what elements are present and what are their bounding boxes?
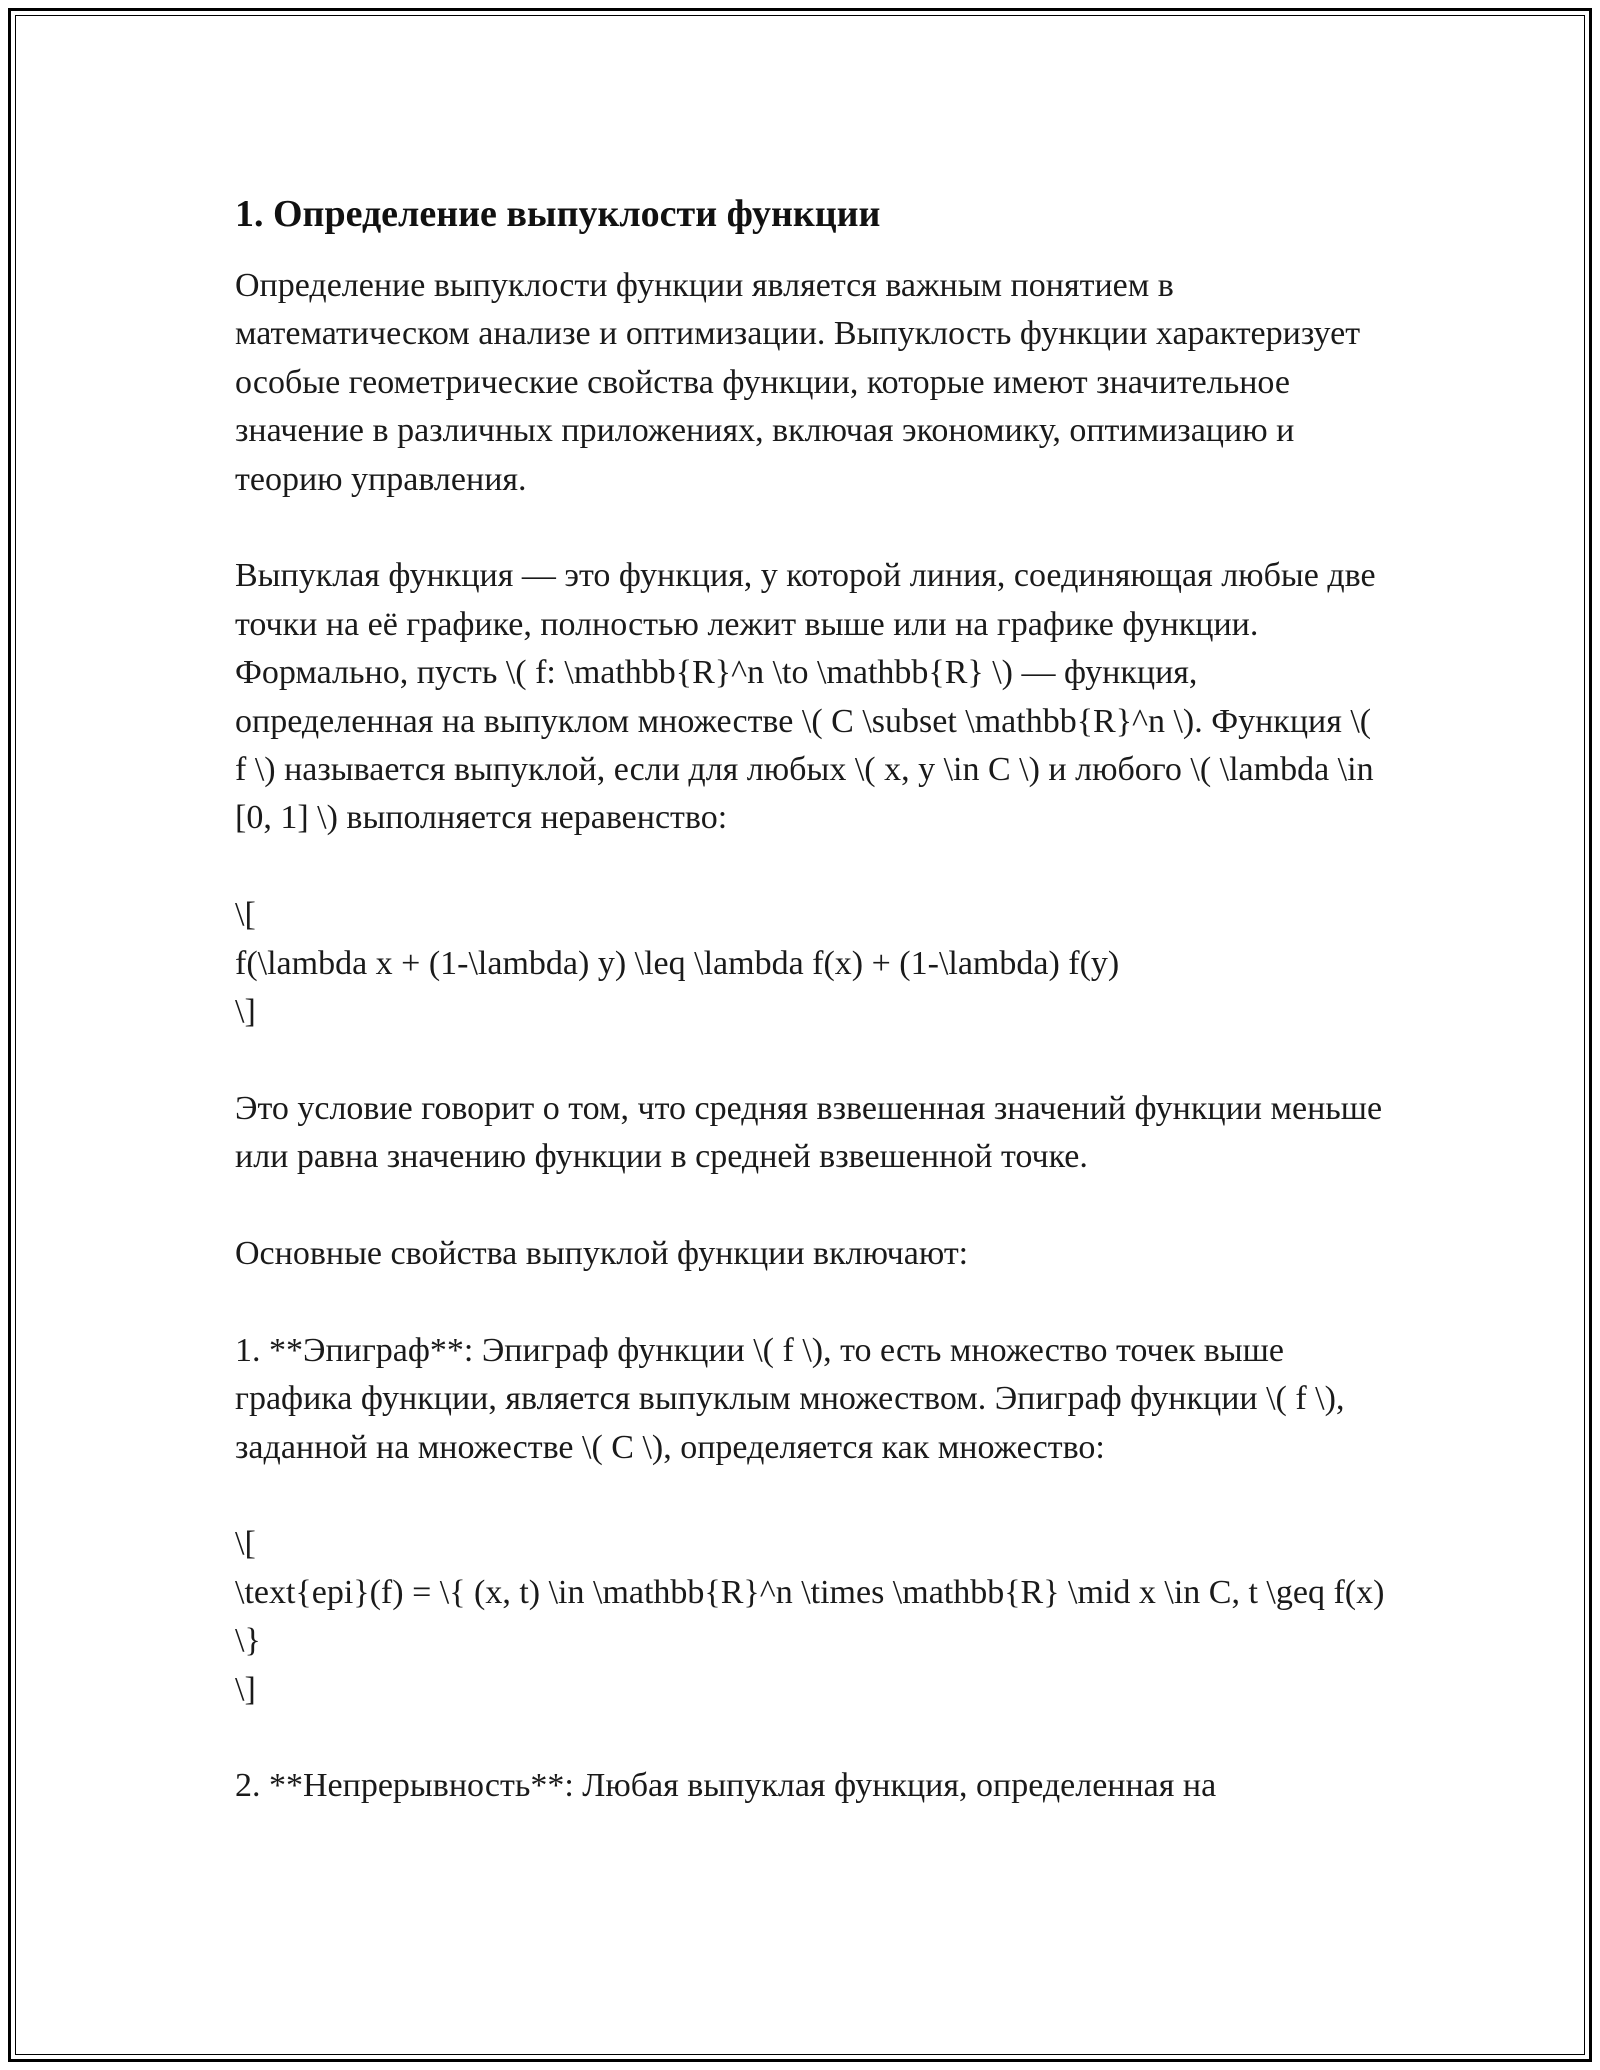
- formula-epigraph: [235, 1520, 1385, 1714]
- formula-convexity: [235, 891, 1385, 1036]
- paragraph-intro: Определение выпуклости функции является важным понятием в математическом анализе и оптимизации. Выпуклость функции характеризует особые геометрические свойства функции, которые имеют значительное значение в различных приложениях, включая экономику, оптимизацию и теорию управления.: [235, 267, 1361, 498]
- formula-close: \]: [235, 1670, 256, 1708]
- list-item-continuity: 2. **Непрерывность**: Любая выпуклая функция, определенная на: [235, 1767, 1217, 1805]
- formula-open: \[: [235, 896, 256, 934]
- document-content: [235, 186, 1385, 1859]
- paragraph-interpretation: Это условие говорит о том, что средняя взвешенная значений функции меньше или равна значению функции в средней взвешенной точке.: [235, 1089, 1383, 1176]
- formula-close: \]: [235, 993, 256, 1031]
- paragraph-properties-intro: Основные свойства выпуклой функции включают:: [235, 1235, 969, 1273]
- paragraph-definition: Выпуклая функция — это функция, у которой линия, соединяющая любые две точки на её графике, полностью лежит выше или на графике функции. Формально, пусть \( f: \mathbb{R}^n \to \mathbb{R} \) — функция, определенная на выпуклом множестве \( C \subset \mathbb{R}^n \). Функция \( f \) называется выпуклой, если для любых \( x, y \in C \) и любого \( \lambda \in [0, 1] \) выполняется неравенство:: [235, 557, 1376, 837]
- formula-open: \[: [235, 1525, 256, 1563]
- section-title: 1. Определение выпуклости функции: [235, 193, 881, 235]
- list-item-epigraph: 1. **Эпиграф**: Эпиграф функции \( f \), то есть множество точек выше графика функции, является выпуклым множеством. Эпиграф функции \( f \), заданной на множестве \( C \), определяется как множество:: [235, 1331, 1345, 1466]
- formula-body: \text{epi}(f) = \{ (x, t) \in \mathbb{R}^n \times \mathbb{R} \mid x \in C, t \geq f(x) \}: [235, 1573, 1385, 1660]
- formula-body: f(\lambda x + (1-\lambda) y) \leq \lambda f(x) + (1-\lambda) f(y): [235, 944, 1120, 982]
